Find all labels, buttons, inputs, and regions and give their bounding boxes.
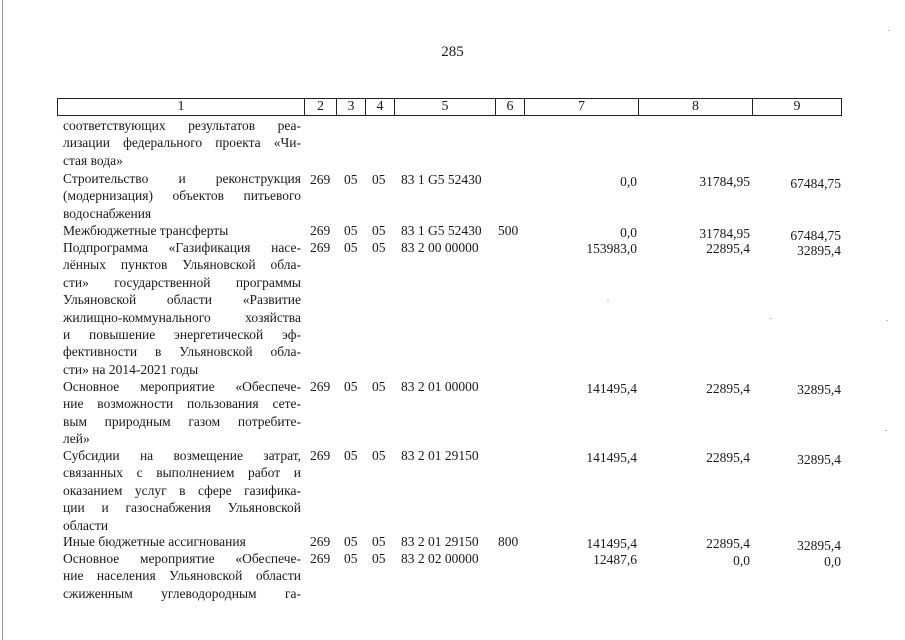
- cell-ved: 269: [310, 240, 331, 255]
- cell-amount-7: 153983,0: [586, 241, 637, 256]
- cell-rz: 05: [344, 448, 358, 463]
- scan-speck: [886, 320, 888, 321]
- cell-pr: 05: [372, 172, 386, 187]
- column-header-5: 5: [394, 98, 496, 116]
- cell-pr: 05: [372, 534, 386, 549]
- cell-ved: 269: [310, 379, 331, 394]
- row-description: Иные бюджетные ассигнования: [63, 534, 246, 549]
- column-header-1: 1: [57, 98, 305, 116]
- cell-cs: 83 2 01 29150: [401, 534, 479, 549]
- page-number: 285: [441, 44, 464, 60]
- cell-pr: 05: [372, 379, 386, 394]
- cell-ved: 269: [310, 534, 331, 549]
- cell-rz: 05: [344, 551, 358, 566]
- cell-cs: 83 2 02 00000: [401, 551, 479, 566]
- column-header-9: 9: [752, 98, 842, 116]
- scan-speck: [885, 430, 887, 431]
- cell-ved: 269: [310, 448, 331, 463]
- row-description: Субсидии на возмещение затрат, связанных с выполнением работ и оказанием услуг в сфере газифика- ции и газоснабжения Ульяновской области: [63, 448, 301, 533]
- row-description: Основное мероприятие «Обеспече- ние возможности пользования сете- вым природным газом потребите- лей»: [63, 379, 301, 447]
- cell-ved: 269: [310, 223, 331, 238]
- cell-amount-8: 0,0: [733, 553, 750, 568]
- cell-amount-9: 0,0: [824, 554, 841, 569]
- cell-rz: 05: [344, 240, 358, 255]
- cell-amount-7: 141495,4: [586, 536, 637, 551]
- cell-amount-7: 0,0: [620, 225, 637, 240]
- cell-amount-7: 12487,6: [593, 552, 637, 567]
- cell-pr: 05: [372, 448, 386, 463]
- cell-amount-9: 32895,4: [797, 538, 841, 553]
- column-header-2: 2: [304, 98, 337, 116]
- cell-amount-8: 31784,95: [699, 174, 750, 189]
- cell-cs: 83 2 01 29150: [401, 448, 479, 463]
- cell-vr: 500: [498, 223, 519, 238]
- scan-speck: [888, 30, 890, 31]
- cell-amount-9: 67484,75: [790, 228, 841, 243]
- cell-rz: 05: [344, 379, 358, 394]
- row-description: Подпрограмма «Газификация насе- лённых пунктов Ульяновской обла- сти» государственной программы Ульяновской области «Развитие жилищно-коммунального хозяйства и повышение энергетической эф- фективности в Ульяновской обла- сти» на 2014-2021 годы: [63, 240, 301, 377]
- cell-pr: 05: [372, 551, 386, 566]
- column-header-7: 7: [524, 98, 639, 116]
- row-description: Строительство и реконструкция (модернизация) объектов питьевого водоснабжения: [63, 171, 301, 221]
- cell-rz: 05: [344, 172, 358, 187]
- cell-cs: 83 1 G5 52430: [401, 223, 482, 238]
- cell-vr: 800: [498, 534, 519, 549]
- row-description: Основное мероприятие «Обеспече- ние населения Ульяновской области сжиженным углеводородным га-: [63, 551, 301, 601]
- cell-amount-9: 32895,4: [797, 382, 841, 397]
- cell-cs: 83 2 01 00000: [401, 379, 479, 394]
- cell-amount-9: 67484,75: [790, 176, 841, 191]
- column-header-8: 8: [638, 98, 753, 116]
- cell-cs: 83 1 G5 52430: [401, 172, 482, 187]
- cell-amount-8: 22895,4: [706, 450, 750, 465]
- cell-ved: 269: [310, 172, 331, 187]
- row-description: соответствующих результатов реа- лизации федерального проекта «Чи- стая вода»: [63, 118, 301, 168]
- cell-amount-9: 32895,4: [797, 243, 841, 258]
- cell-amount-8: 31784,95: [699, 226, 750, 241]
- cell-rz: 05: [344, 223, 358, 238]
- cell-amount-8: 22895,4: [706, 241, 750, 256]
- cell-amount-9: 32895,4: [797, 452, 841, 467]
- cell-pr: 05: [372, 240, 386, 255]
- cell-amount-8: 22895,4: [706, 381, 750, 396]
- cell-amount-8: 22895,4: [706, 536, 750, 551]
- scan-speck: [607, 300, 609, 301]
- page-edge: [2, 0, 3, 640]
- column-header-6: 6: [495, 98, 525, 116]
- cell-ved: 269: [310, 551, 331, 566]
- column-header-4: 4: [365, 98, 395, 116]
- cell-pr: 05: [372, 223, 386, 238]
- row-description: Межбюджетные трансферты: [63, 223, 229, 238]
- cell-amount-7: 141495,4: [586, 450, 637, 465]
- column-header-3: 3: [336, 98, 366, 116]
- cell-cs: 83 2 00 00000: [401, 240, 479, 255]
- cell-amount-7: 0,0: [620, 174, 637, 189]
- cell-rz: 05: [344, 534, 358, 549]
- scan-speck: [770, 318, 772, 319]
- cell-amount-7: 141495,4: [586, 381, 637, 396]
